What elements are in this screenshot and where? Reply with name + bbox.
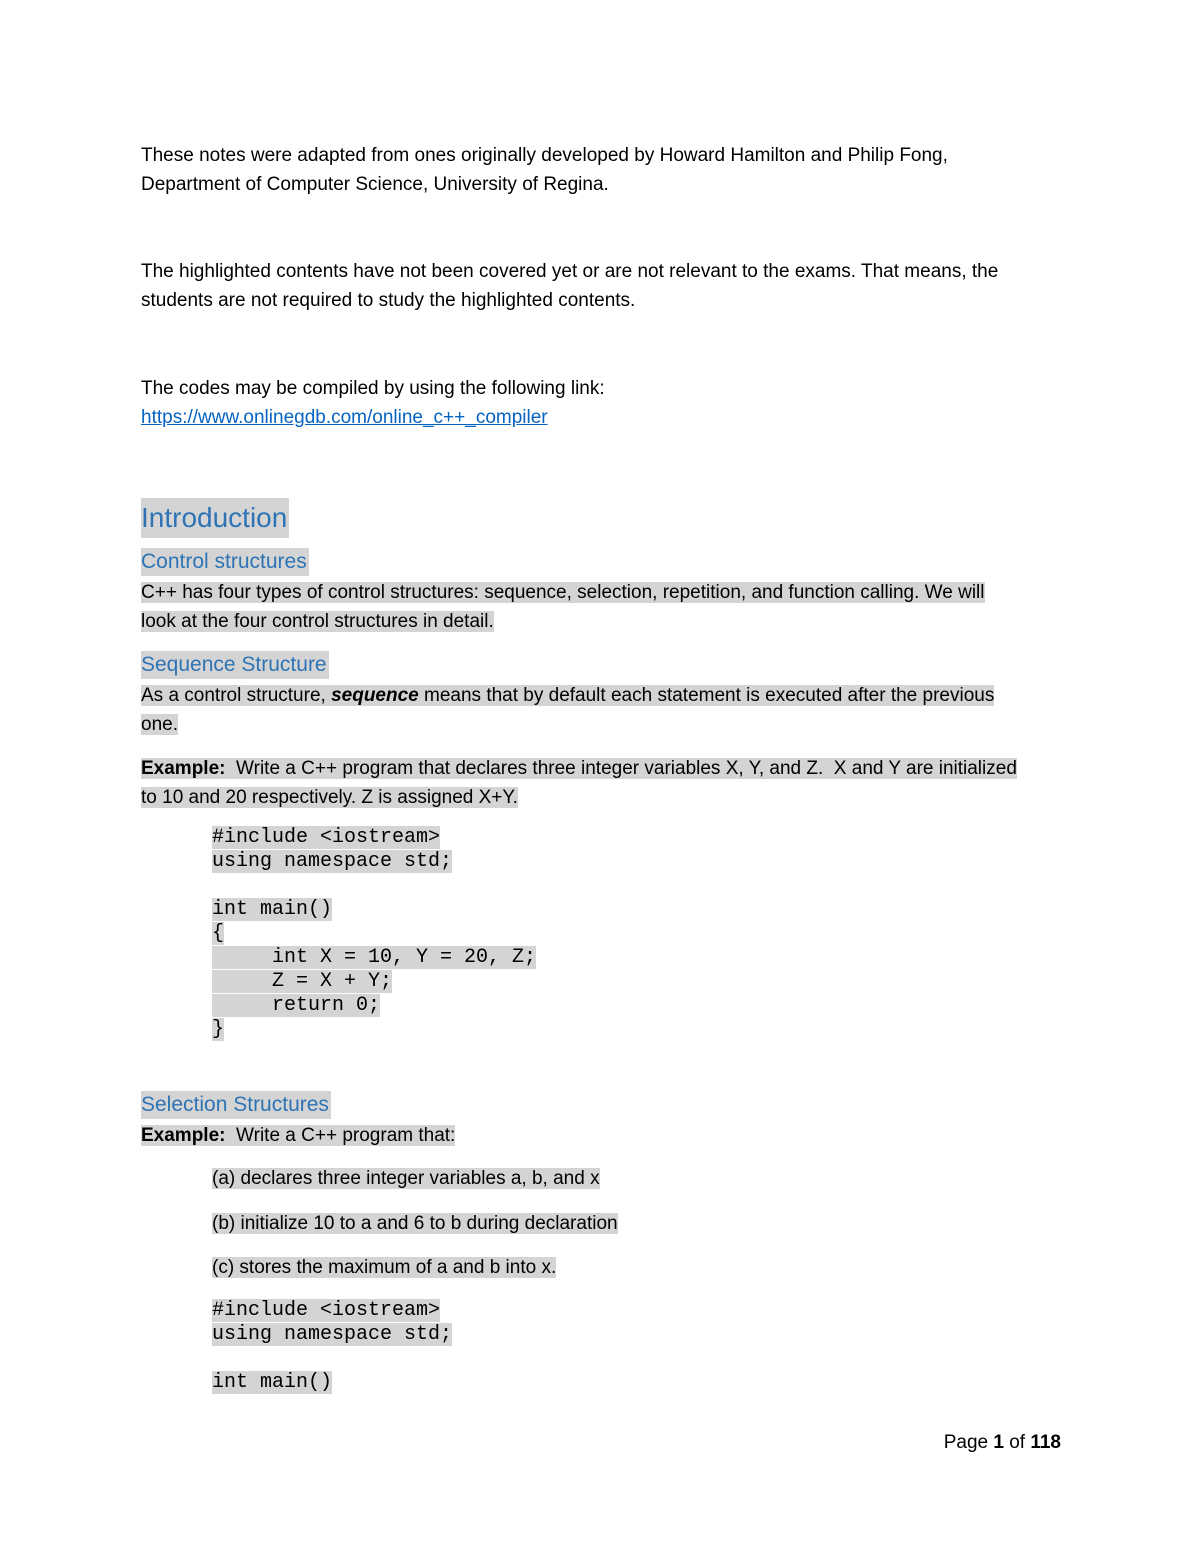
code-line: { — [212, 922, 225, 945]
compile-paragraph — [141, 374, 605, 432]
example-line-1: Write a C++ program that declares three integer variables X, Y, and Z. X and Y are initialized — [225, 758, 1017, 779]
compiler-link[interactable]: https://www.onlinegdb.com/online_c++_compiler — [141, 407, 548, 428]
compile-text: The codes may be compiled by using the following link: — [141, 378, 605, 399]
control-line-2: look at the four control structures in detail. — [141, 611, 494, 632]
sequence-term: sequence — [331, 685, 419, 706]
code-line: return 0; — [212, 994, 381, 1017]
sequence-line-1-post: means that by default each statement is executed after the previous — [418, 685, 995, 706]
selection-code-block — [212, 1299, 452, 1395]
code-line: int main() — [212, 1371, 333, 1394]
selection-item-a: (a) declares three integer variables a, b, and x — [212, 1168, 600, 1189]
heading-control-structures: Control structures — [141, 548, 309, 576]
code-line: using namespace std; — [212, 1323, 453, 1346]
code-line: Z = X + Y; — [212, 970, 393, 993]
attribution-line-2: Department of Computer Science, University of Regina. — [141, 174, 609, 195]
sequence-line-1-pre: As a control structure, — [141, 685, 332, 706]
sequence-example — [141, 754, 1017, 812]
selection-example — [141, 1121, 455, 1150]
attribution-paragraph — [141, 141, 948, 199]
heading-sequence-structure: Sequence Structure — [141, 651, 329, 679]
page-total: 118 — [1030, 1432, 1061, 1453]
section-title-introduction: Introduction — [141, 498, 289, 538]
of-word: of — [1003, 1432, 1031, 1453]
attribution-line-1: These notes were adapted from ones originally developed by Howard Hamilton and Philip Fong, — [141, 145, 948, 166]
heading-selection-structures: Selection Structures — [141, 1091, 331, 1119]
example-line-2: to 10 and 20 respectively. Z is assigned X+Y. — [141, 787, 518, 808]
selection-item-b: (b) initialize 10 to a and 6 to b during declaration — [212, 1213, 618, 1234]
page-current: 1 — [993, 1432, 1004, 1453]
notice-line-1: The highlighted contents have not been covered yet or are not relevant to the exams. That means, the — [141, 261, 999, 282]
code-line: int main() — [212, 898, 333, 921]
selection-item-c: (c) stores the maximum of a and b into x. — [212, 1257, 557, 1278]
code-line: #include <iostream> — [212, 826, 441, 849]
sequence-line-2: one. — [141, 714, 178, 735]
sequence-code-block — [212, 826, 536, 1042]
control-line-1: C++ has four types of control structures: sequence, selection, repetition, and function calling. We will — [141, 582, 985, 603]
code-line: using namespace std; — [212, 850, 453, 873]
notice-line-2: students are not required to study the highlighted contents. — [141, 290, 636, 311]
code-line: #include <iostream> — [212, 1299, 441, 1322]
code-line: } — [212, 1018, 225, 1041]
selection-example-label: Example: — [141, 1125, 226, 1146]
page-word: Page — [943, 1432, 994, 1453]
control-structures-paragraph — [141, 578, 985, 636]
notice-paragraph — [141, 257, 998, 315]
example-label: Example: — [141, 758, 226, 779]
selection-example-text: Write a C++ program that: — [225, 1125, 456, 1146]
code-line: int X = 10, Y = 20, Z; — [212, 946, 537, 969]
page-number — [944, 1432, 1061, 1454]
sequence-paragraph — [141, 681, 994, 739]
